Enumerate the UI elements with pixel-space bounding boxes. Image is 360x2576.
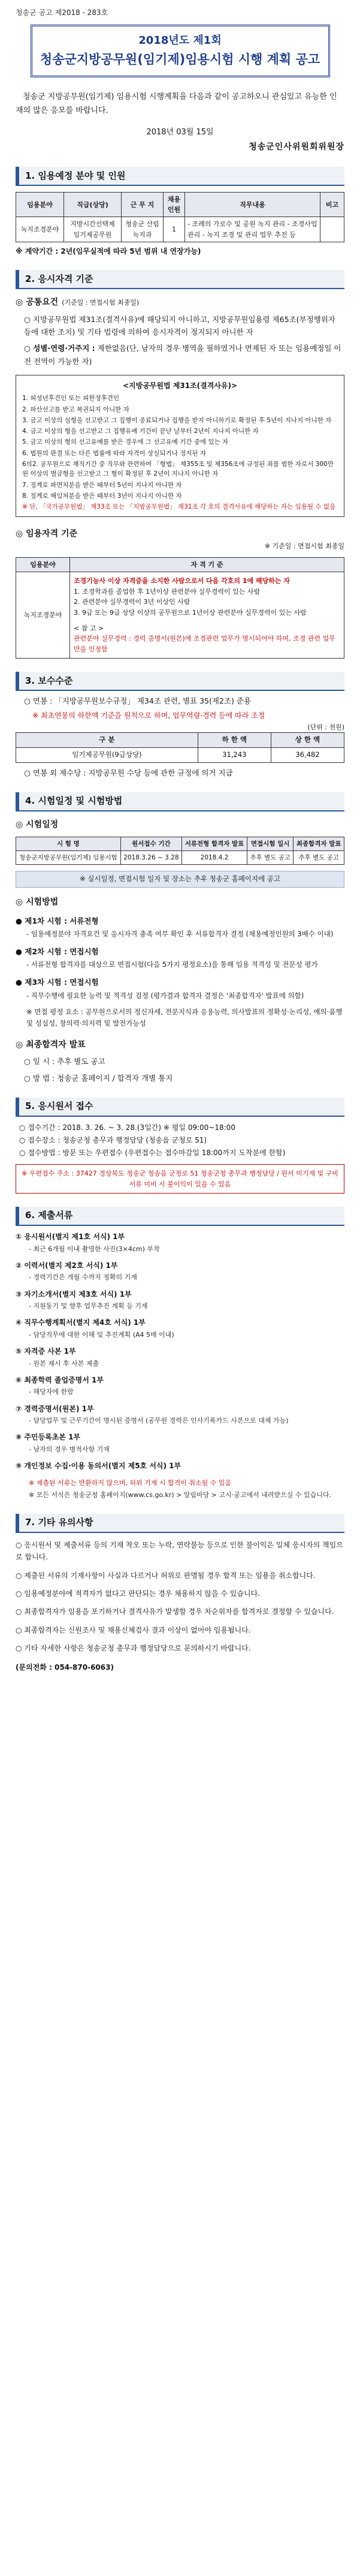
col-header: 채용 인원 <box>164 193 185 217</box>
gender-age-paragraph <box>16 342 344 368</box>
law-line: 1. 피성년후견인 또는 피한정후견인 <box>22 395 120 402</box>
col-header: 직무내용 <box>185 193 320 217</box>
schedule-table <box>16 837 344 865</box>
table-cell: 추후 별도 공고 <box>247 851 293 865</box>
disqualification-paragraph: ○ 지방공무원법 제31조(결격사유)에 해당되지 아니하고, 지방공무원임용령 제65조(부정행위자 등에 대한 조치) 및 기타 법령에 의하여 응시자격이 정지되지 아니한 자 <box>24 314 335 337</box>
section-header-eligibility: 2. 응시자격 기준 <box>16 270 344 289</box>
application-details <box>16 1122 344 1159</box>
table-cell: 1 <box>164 217 185 242</box>
qualification-item: 3. 9급 또는 9급 상당 이상의 공무원으로 1년이상 관련분야 실무경력이 있는 사람 <box>74 608 307 617</box>
notice-title-line2: 청송군지방공무원(임기제)임용시험 시행 계획 공고 <box>40 52 320 67</box>
salary-paragraph: ○ 연봉 : 「지방공무원보수규정」 제34조 관련, 별표 35(제2조) 준용 <box>24 696 251 706</box>
salary-unit: (단위 : 천원) <box>307 723 344 732</box>
table-row <box>16 217 344 242</box>
document-item-note: - 담당직무에 대한 이해 및 추진계획 (A4 5매 이내) <box>29 1330 174 1339</box>
law-warning: ※ 단, 「국가공무원법」 제33조 또는 「지방공무원법」 제31조 각 호의 결격사유에 해당하는 자는 임용될 수 없음 <box>22 503 336 511</box>
document-number: 청송군 공고 제2018 - 283호 <box>16 8 108 17</box>
exam-step-title: ● 제3차 시험 : 면접시험 <box>16 978 99 987</box>
col-header: 하 한 액 <box>198 733 271 748</box>
contact-info: (문의전화 : 054-870-6063) <box>16 1663 114 1672</box>
document-item-note: - 담당업무 및 근무기간이 명시된 증명서 (공무원 경력은 인사기록카드 사본으로 대체 가능) <box>29 1417 289 1425</box>
positions-table <box>16 192 344 242</box>
allowance-paragraph: ○ 연봉 외 제수당 : 지방공무원 수당 등에 관한 규정에 의거 지급 <box>24 768 233 777</box>
col-header: 비고 <box>320 193 344 217</box>
law-excerpt-title: <지방공무원법 제31조(결격사유)> <box>122 381 238 390</box>
document-item: ⑨ 개인정보 수집·이용 동의서(별지 제5호 서식) 1부 <box>16 1461 181 1470</box>
document-item-note: - 남자의 경우 병적사항 기재 <box>29 1445 110 1453</box>
law-line: 2. 파산선고를 받고 복권되지 아니한 자 <box>22 405 129 413</box>
final-announcement-item: ○ 방 법 : 청송군 홈페이지 / 합격자 개별 통지 <box>24 1073 173 1083</box>
table-cell: - 조례의 가로수 및 공원 녹지 관리 - 조경사업 관리 - 녹지 조경 및 관리 업무 추진 등 <box>185 217 320 242</box>
exam-step-body: - 서류전형 합격자를 대상으로 면접시험(다음 5가지 평정요소)을 통해 임용 적격성 및 전문성 평가 <box>26 960 318 969</box>
schedule-note: ※ 실시일정, 면접시험 일자 및 장소는 추후 청송군 홈페이지에 공고 <box>16 871 344 888</box>
method-heading <box>16 896 344 909</box>
documents-note: ※ 제출된 서류는 반환하지 않으며, 허위 기재 시 합격이 취소될 수 있음 <box>29 1478 232 1487</box>
col-header: 근 무 지 <box>122 193 164 217</box>
col-header: 면접시험 일시 <box>247 837 293 850</box>
application-item: ○ 접수장소 : 청송군청 총무과 행정담당 (청송읍 군청로 51) <box>19 1135 207 1144</box>
method-label: ◎ 시험방법 <box>16 897 59 907</box>
law-line: 4. 금고 이상의 형을 선고받고 그 집행유예 기간이 끝난 날부터 2년이 지나지 아니한 자 <box>22 428 259 435</box>
qualification-heading <box>16 528 344 541</box>
table-cell: 청송군지방공무원(임기제) 임용시험 <box>16 851 121 865</box>
table-cell: 녹지조경분야 <box>16 572 70 659</box>
table-cell: 2018.4.2 <box>182 851 247 865</box>
table-row <box>16 572 344 659</box>
qualification-table <box>16 557 344 659</box>
notice-title-line1: 2018년도 제1회 <box>138 34 222 47</box>
section-header-application: 5. 응시원서 접수 <box>16 1098 344 1117</box>
evaluation-criteria: ※ 면접 평정 요소 : 공무원으로서의 정신자세, 전문지식과 응용능력, 의사발표의 정확성·논리성, 예의·품행 및 성실성, 창의력·의지력 및 발전가능성 <box>26 1007 343 1027</box>
law-line: 3. 금고 이상의 실형을 선고받고 그 집행이 종료되거나 집행을 받지 아니하기로 확정된 후 5년이 지나지 아니한 자 <box>22 416 332 424</box>
exam-step-title: ● 제1차 시험 : 서류전형 <box>16 916 99 925</box>
col-header: 직급(상당) <box>64 193 122 217</box>
documents-download-note: ※ 모든 서식은 청송군청 홈페이지(www.cs.go.kr) > 알림마당 > 고시·공고에서 내려받으실 수 있습니다. <box>29 1490 332 1499</box>
document-item-note: - 최근 6개월 이내 촬영한 사진(3×4cm) 부착 <box>29 1245 160 1253</box>
col-header: 최종합격자 발표 <box>294 837 344 850</box>
notice-item: ○ 임용예정분야에 적격자가 없다고 판단되는 경우 채용하지 않을 수 있습니다. <box>16 1589 260 1598</box>
document-item: ④ 직무수행계획서(별지 제4호 서식) 1부 <box>16 1318 146 1327</box>
section-header-salary: 3. 보수수준 <box>16 672 344 691</box>
gender-age-label: ○ 성별·연령·거주지 : <box>24 344 95 353</box>
table-cell: 청송군 산림녹지과 <box>122 217 164 242</box>
col-header: 상 한 액 <box>271 733 344 748</box>
contract-period-note: ※ 계약기간 : 2년(임무실적에 따라 5년 범위 내 연장가능) <box>16 247 201 256</box>
qualification-remark: 관련분야 실무경력 : 경력 증명서(원본)에 조경관련 업무가 명시되어야 하며, 조경 관련 업무만을 인정함 <box>74 635 335 653</box>
notice-item: ○ 응시원서 및 제출서류 등의 기재 착오 또는 누락, 연락불능 등으로 인한 불이익은 일체 응시자의 책임으로 합니다. <box>16 1540 343 1562</box>
common-requirements-basis: (기준일 : 면접시험 최종일) <box>62 299 140 307</box>
col-header: 자 격 기 준 <box>70 558 344 572</box>
document-item: ② 이력서(별지 제2호 서식) 1부 <box>16 1261 118 1270</box>
final-announcement-heading <box>16 1039 344 1052</box>
table-row <box>16 747 344 762</box>
document-item: ⑥ 최종학력 졸업증명서 1부 <box>16 1375 104 1384</box>
application-item: ○ 접수기간 : 2018. 3. 26. ~ 3. 28.(3일간) ※ 평일 09:00~18:00 <box>19 1123 235 1132</box>
document-item: ① 응시원서(별지 제1호 서식) 1부 <box>16 1233 125 1242</box>
qualification-item: 2. 관련분야 실무경력이 3년 이상인 사람 <box>74 598 190 606</box>
section-header-schedule: 4. 시험일정 및 시험방법 <box>16 792 344 811</box>
section-header-documents: 6. 제출서류 <box>16 1207 344 1226</box>
table-cell: 지방시간선택제 임기제공무원 <box>64 217 122 242</box>
notice-item: ○ 최종합격자가 임용을 포기하거나 결격사유가 발생할 경우 차순위자를 합격자로 결정할 수 있습니다. <box>16 1607 334 1616</box>
table-cell: 36,482 <box>271 747 344 762</box>
gender-age-text: 제한없음(단, 남자의 경우 병역을 필하였거나 면제된 자 또는 임용예정일 이전 전역이 가능한 자) <box>24 344 341 366</box>
document-item: ⑤ 자격증 사본 1부 <box>16 1347 76 1356</box>
law-excerpt-box <box>16 375 344 518</box>
qualification-cell <box>70 572 344 659</box>
law-line: 8. 징계로 해임처분을 받은 때부터 3년이 지나지 아니한 자 <box>22 492 182 500</box>
col-header: 임용분야 <box>16 193 64 217</box>
table-cell: 녹지조경분야 <box>16 217 64 242</box>
schedule-heading <box>16 819 344 832</box>
exam-step-title: ● 제2차 시험 : 면접시험 <box>16 947 99 957</box>
table-cell <box>320 217 344 242</box>
document-item: ⑧ 주민등록초본 1부 <box>16 1433 81 1442</box>
table-row <box>16 851 344 865</box>
qualification-remark-label: < 참 고 > <box>74 624 104 632</box>
notice-date: 2018년 03월 15일 <box>146 127 214 137</box>
qualification-basis: ※ 기준일 : 면접시험 최종일 <box>264 542 344 551</box>
section-header-positions: 1. 임용예정 분야 및 인원 <box>16 167 344 186</box>
exam-step-body: - 임용예정분야 자격요건 및 응시자격 충족 여부 확인 후 서류합격자 결정 (채용예정인원의 3배수 이내) <box>26 930 334 939</box>
common-requirements-heading <box>16 296 344 309</box>
law-line: 5. 금고 이상의 형의 선고유예를 받은 경우에 그 선고유예 기간 중에 있는 자 <box>22 438 229 446</box>
salary-table <box>16 732 344 763</box>
document-item: ③ 자기소개서(별지 제3호 서식) 1부 <box>16 1289 132 1298</box>
notice-item: ○ 기타 자세한 사항은 청송군청 총무과 행정담당으로 문의하시기 바랍니다. <box>16 1644 251 1653</box>
document-item: ⑦ 경력증명서(원본) 1부 <box>16 1404 94 1413</box>
col-header: 서류전형 합격자 발표 <box>182 837 247 850</box>
qualification-item: 1. 조경학과를 졸업한 후 1년이상 관련분야 실무경력이 있는 사람 <box>74 587 261 596</box>
col-header: 임용분야 <box>16 558 70 572</box>
section-header-notes: 7. 기타 유의사항 <box>16 1514 344 1533</box>
table-cell: 31,243 <box>198 747 271 762</box>
schedule-label: ◎ 시험일정 <box>16 820 59 830</box>
common-requirements-label: ◎ 공통요건 <box>16 297 59 308</box>
document-item-note: - 경력기간은 개월 수까지 정확히 기재 <box>29 1273 137 1282</box>
notice-title-box <box>31 25 330 77</box>
application-item: ○ 접수방법 : 방문 또는 우편접수 (우편접수는 접수마감일 18:00까지 도착분에 한함) <box>19 1148 286 1157</box>
document-item-note: - 해당자에 한함 <box>29 1388 74 1396</box>
document-item-note: - 원본 제시 후 사본 제출 <box>29 1359 99 1367</box>
law-line: 6의2. 공무원으로 재직기간 중 직무와 관련하여 「형법」 제355조 및 제356조에 규정된 죄를 범한 자로서 300만원 이상의 벌금형을 선고받고 그 형이 확정된 후 2년이 지나지 아니한 자 <box>22 461 334 478</box>
qualification-main: 조경기능사 이상 자격증을 소지한 사람으로서 다음 각호의 1에 해당하는 자 <box>74 577 290 585</box>
intro-paragraph: 청송군 지방공무원(임기제) 임용시험 시행계획을 다음과 같이 공고하오니 관심있고 유능한 인재의 많은 응모를 바랍니다. <box>16 92 337 115</box>
qualification-label: ◎ 임용자격 기준 <box>16 529 78 539</box>
col-header: 구 분 <box>16 733 198 748</box>
final-announcement-item: ○ 일 시 : 추후 별도 공고 <box>24 1057 105 1066</box>
salary-note: ※ 최초연봉의 하한액 기준을 원칙으로 하며, 업무역량·경력 등에 따라 조정 <box>32 711 265 720</box>
notice-item: ○ 제출된 서류의 기재사항이 사실과 다르거나 허위로 판명될 경우 합격 또는 임용을 취소합니다. <box>16 1571 316 1580</box>
notice-item: ○ 최종합격자는 신원조사 및 채용신체검사 결과 이상이 없어야 임용됩니다. <box>16 1625 251 1634</box>
table-cell: 임기제공무원(9급상당) <box>16 747 198 762</box>
exam-step-body: - 직무수행에 필요한 능력 및 적격성 검정 (평가결과 합격자 결정은 '최종합격자' 발표에 의함) <box>26 991 304 1000</box>
col-header: 시 험 명 <box>16 837 121 850</box>
law-line: 7. 징계로 파면처분을 받은 때부터 5년이 지나지 아니한 자 <box>22 481 182 489</box>
final-announcement-label: ◎ 최종합격자 발표 <box>16 1039 86 1050</box>
law-line: 6. 법원의 판결 또는 다른 법률에 따라 자격이 상실되거나 정지된 자 <box>22 449 207 457</box>
table-cell: 추후 별도 공고 <box>294 851 344 865</box>
application-warning: ※ 우편접수 주소 : 37427 경상북도 청송군 청송읍 군청로 51 청송군청 총무과 행정담당 / 원서 미기재 및 구비서류 미비 시 불이익이 있을 수 있음 <box>16 1164 344 1194</box>
table-cell: 2018.3.26 ~ 3.28 <box>120 851 181 865</box>
col-header: 원서접수 기간 <box>120 837 181 850</box>
document-item-note: - 지원동기 및 향후 업무추진 계획 등 기재 <box>29 1302 148 1310</box>
issuing-agency: 청송군인사위원회위원장 <box>249 142 344 152</box>
